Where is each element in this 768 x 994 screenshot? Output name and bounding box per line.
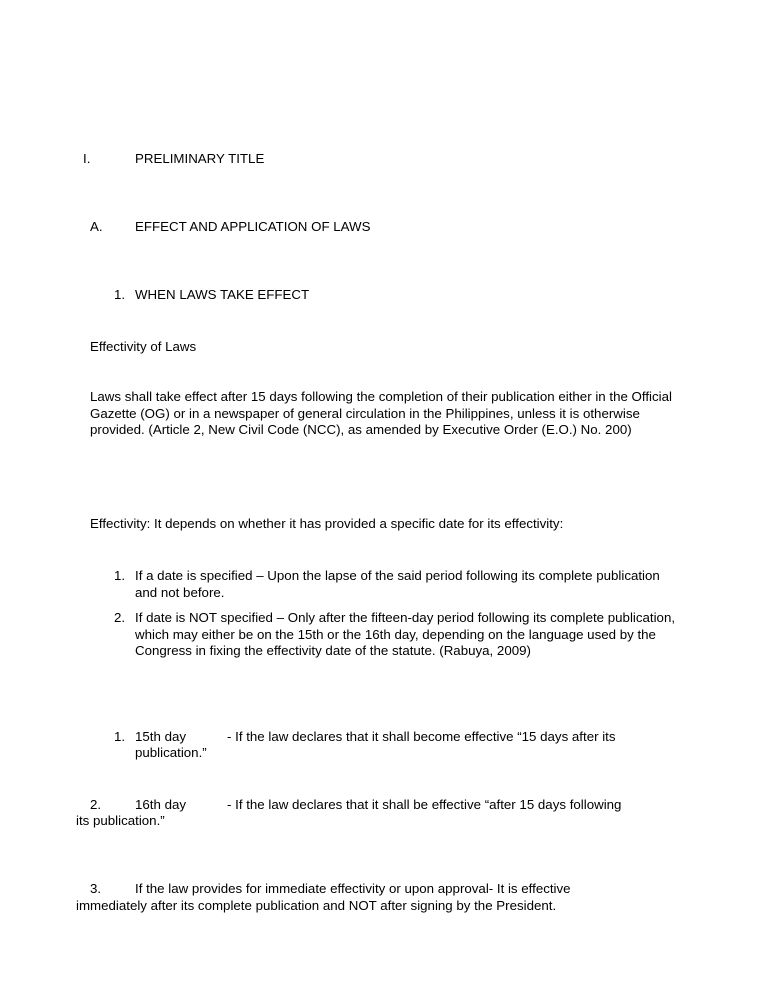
list-item-text: If a date is specified – Upon the lapse of the said period following its complete publication and not before. (135, 568, 660, 600)
day-15-label: 15th day (135, 729, 187, 744)
section-1-heading: WHEN LAWS TAKE EFFECT (135, 287, 310, 302)
item-3-text-line2: immediately after its complete publication and NOT after signing by the President. (76, 898, 557, 913)
day-15-text-line1: - If the law declares that it shall become effective “15 days after its (227, 729, 616, 744)
day-16-text-line1: - If the law declares that it shall be effective “after 15 days following (227, 797, 622, 812)
effectivity-heading: Effectivity of Laws (90, 339, 197, 354)
day-16-number: 2. (90, 797, 102, 812)
section-a-heading: EFFECT AND APPLICATION OF LAWS (135, 219, 371, 234)
item-3-text-line1: If the law provides for immediate effectivity or upon approval- It is effective (135, 881, 571, 896)
section-1-number: 1. (114, 287, 126, 302)
list-item-number: 2. (114, 610, 126, 625)
item-3-number: 3. (90, 881, 102, 896)
effectivity-paragraph: Effectivity: It depends on whether it has provided a specific date for its effectivity: (90, 516, 564, 531)
day-16-text-line2: its publication.” (76, 813, 165, 828)
laws-paragraph: Laws shall take effect after 15 days following the completion of their publication either in the Official Gazette (OG) or in a newspaper of general circulation in the Philippines, unless it is otherwise provided. (Article 2, New Civil Code (NCC), as amended by Executive Order (E.O.) No. 200) (90, 389, 672, 437)
section-a-letter: A. (90, 219, 103, 234)
list-item-text: If date is NOT specified – Only after the fifteen-day period following its complete publication, which may either be on the 15th or the 16th day, depending on the language used by the Congress in fixing the effectivity date of the statute. (Rabuya, 2009) (135, 610, 676, 658)
list-item-number: 1. (114, 568, 126, 583)
day-15-number: 1. (114, 729, 126, 744)
title-numeral: I. (83, 151, 91, 166)
day-15-text-line2: publication.” (135, 745, 207, 760)
day-16-label: 16th day (135, 797, 187, 812)
title-heading: PRELIMINARY TITLE (135, 151, 265, 166)
